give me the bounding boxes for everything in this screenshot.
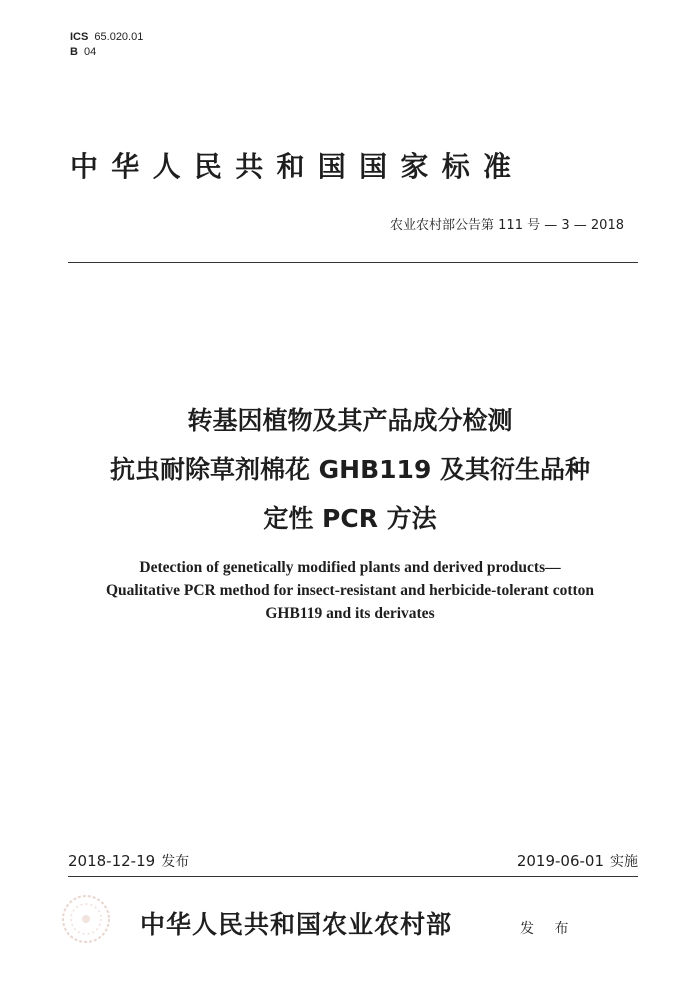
ics-row	[70, 30, 143, 45]
chinese-title-line-2: 抗虫耐除草剂棉花 GHB119 及其衍生品种	[109, 455, 591, 484]
english-title-line-3: GHB119 and its derivates	[265, 605, 435, 622]
ccs-label: B	[70, 46, 78, 58]
footer-divider	[68, 876, 638, 877]
issue-date: 2018-12-19	[68, 852, 156, 870]
chinese-title-line-3: 定性 PCR 方法	[263, 504, 437, 533]
chinese-title-line-1: 转基因植物及其产品成分检测	[187, 406, 513, 435]
header-divider	[68, 262, 638, 263]
ccs-code: 04	[84, 46, 97, 58]
announcement-number: 农业农村部公告第 111 号 — 3 — 2018	[390, 218, 624, 233]
classification-codes	[70, 30, 143, 60]
ccs-row	[70, 45, 143, 60]
ics-label: ICS	[70, 31, 89, 43]
implement-label: 实施	[610, 854, 638, 870]
issue-label: 发布	[161, 854, 190, 870]
publisher-label: 发 布	[520, 921, 577, 937]
english-title-line-1: Detection of genetically modified plants and derived products—	[139, 559, 561, 576]
faded-seal-icon	[60, 893, 112, 945]
implement-date: 2019-06-01	[516, 852, 604, 870]
english-title-line-2: Qualitative PCR method for insect-resistant and herbicide-tolerant cotton	[105, 582, 595, 599]
chinese-title	[0, 396, 700, 543]
english-title	[0, 556, 700, 625]
implement-date-block	[517, 851, 638, 871]
standard-title: 中华人民共和国国家标准	[70, 150, 525, 183]
publisher-name: 中华人民共和国农业农村部	[140, 910, 453, 939]
ics-code: 65.020.01	[94, 31, 144, 43]
issue-date-block	[68, 851, 189, 871]
